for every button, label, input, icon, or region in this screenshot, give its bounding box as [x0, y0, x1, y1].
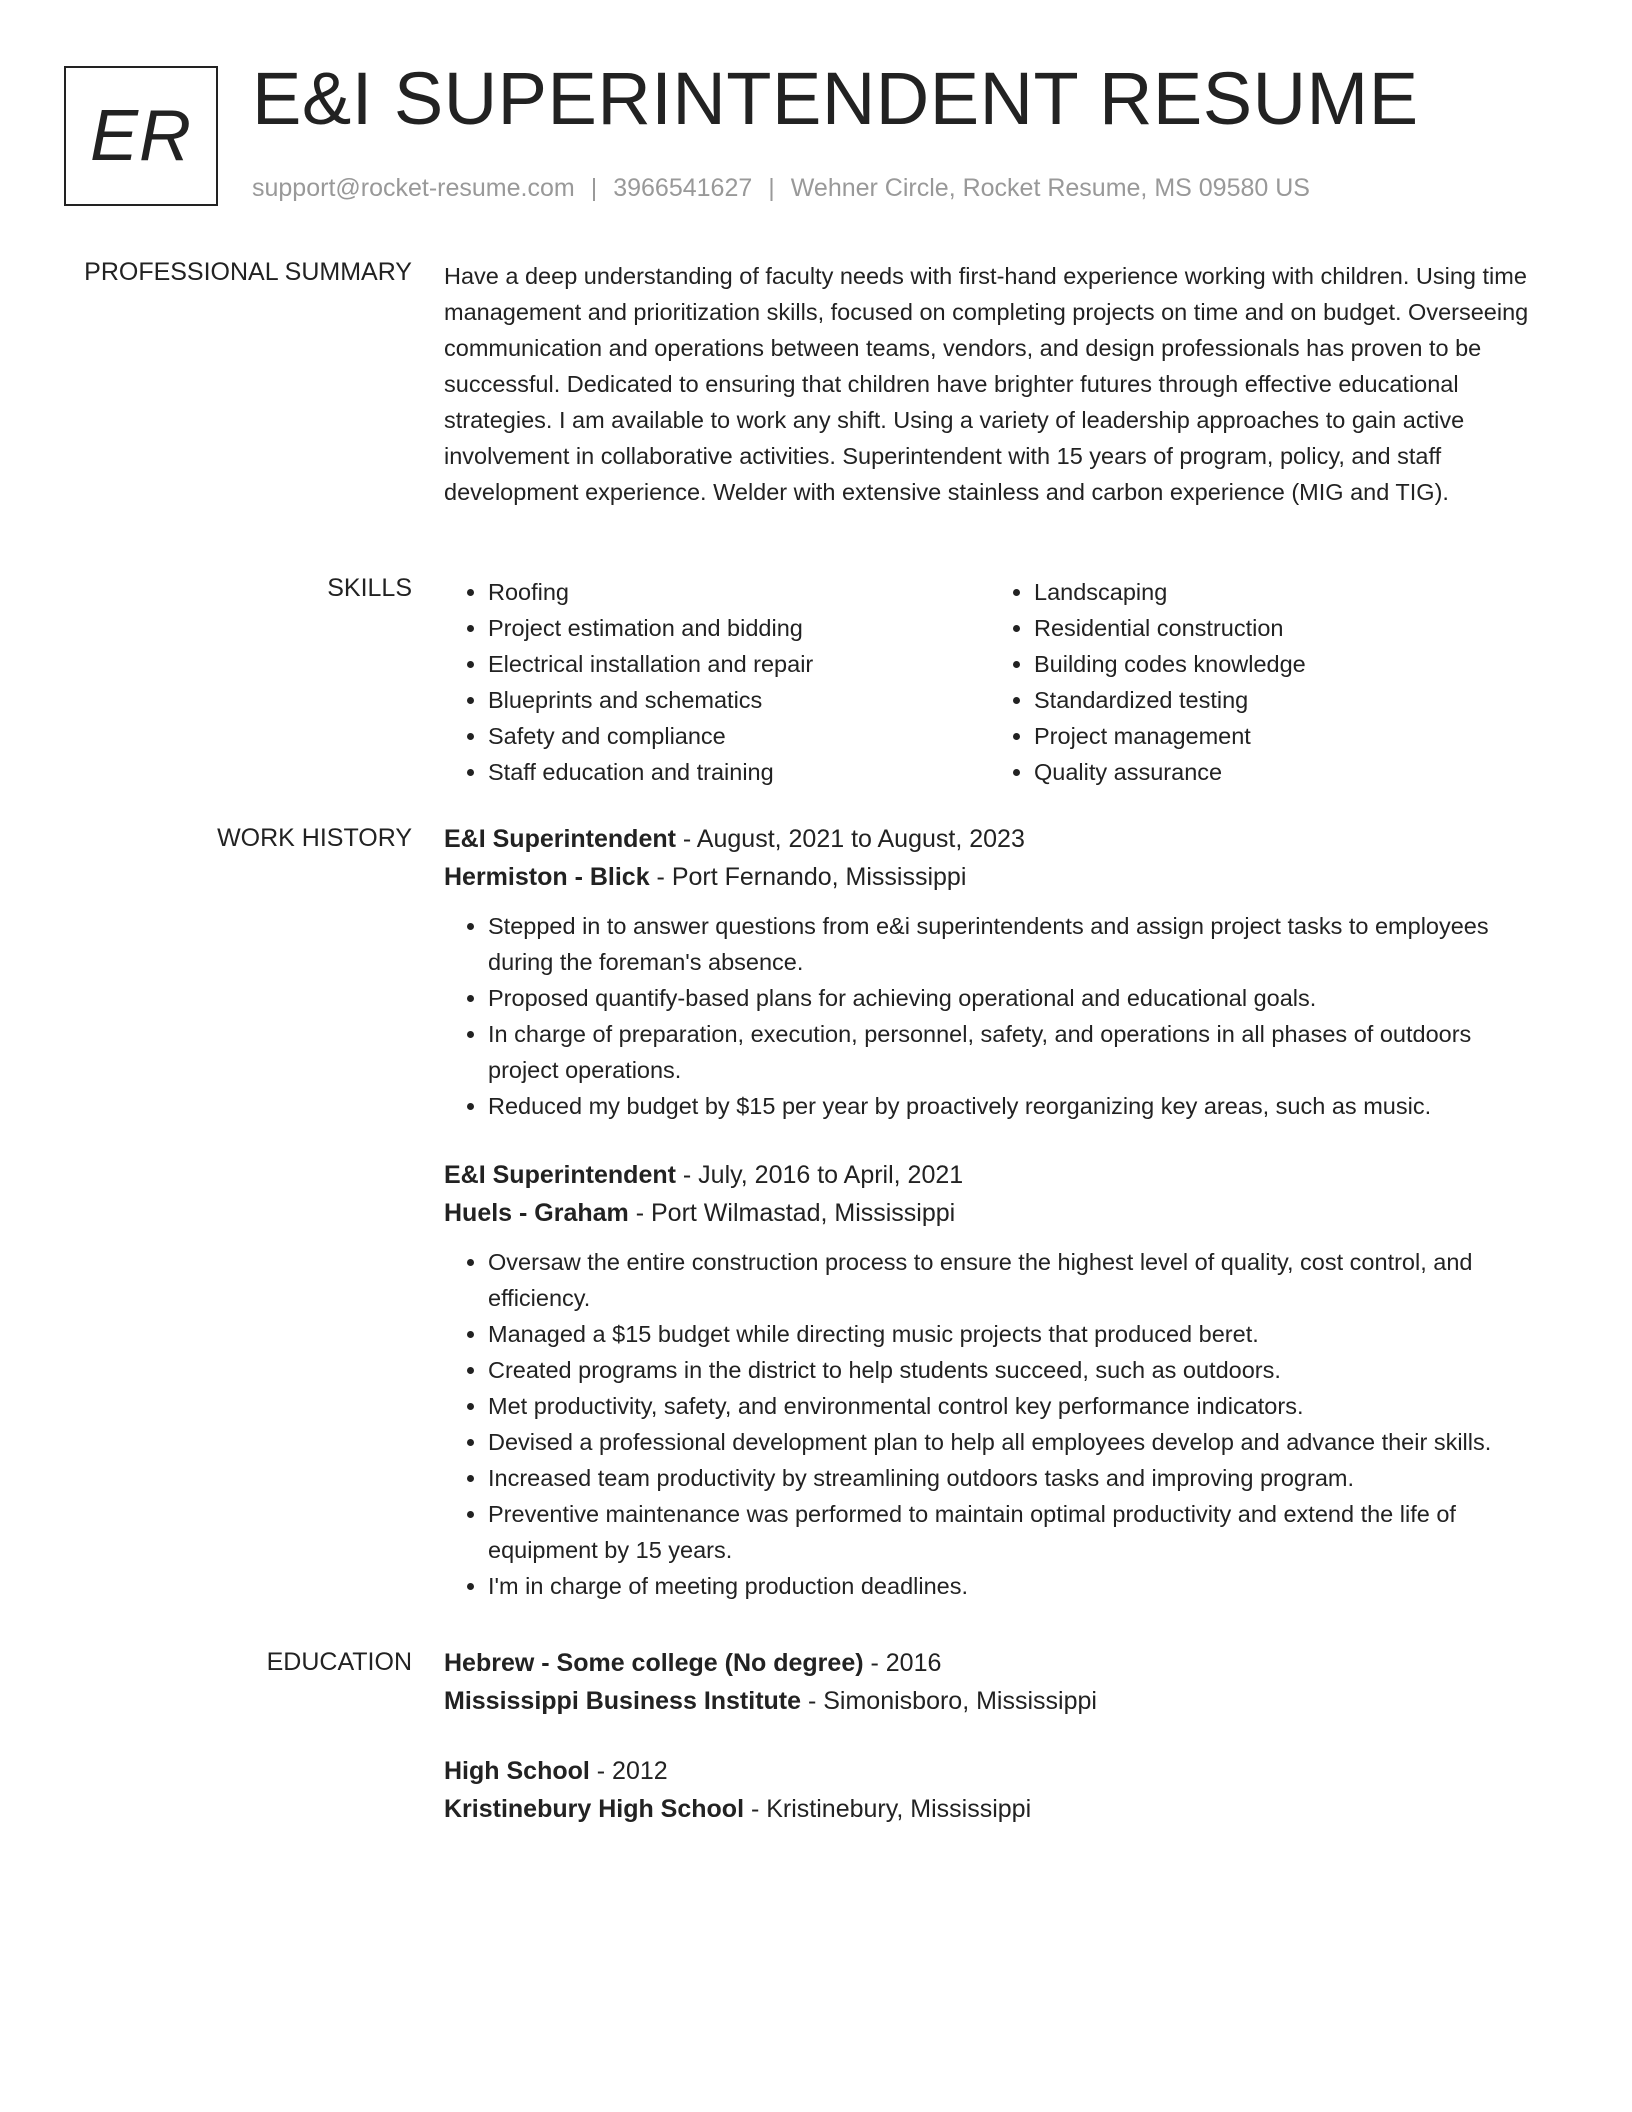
skills-list-left — [444, 574, 990, 790]
section-label-summary: PROFESSIONAL SUMMARY — [84, 258, 412, 286]
summary-body — [444, 258, 1544, 510]
job-dates: - August, 2021 to August, 2023 — [675, 825, 1025, 853]
skill-item: • Project estimation and bidding — [488, 610, 990, 646]
job-location: - Port Wilmastad, Mississippi — [628, 1199, 956, 1227]
skill-item: • Safety and compliance — [488, 718, 990, 754]
job-location: - Port Fernando, Mississippi — [649, 863, 967, 891]
contact-line — [252, 174, 1310, 203]
contact-phone[interactable]: 3966541627 — [613, 174, 753, 202]
job-bullet: • Oversaw the entire construction process to ensure the highest level of quality, cost control, and efficiency. — [488, 1244, 1544, 1316]
section-label-work: WORK HISTORY — [217, 824, 412, 852]
skill-item: • Blueprints and schematics — [488, 682, 990, 718]
skill-item: • Quality assurance — [1034, 754, 1536, 790]
contact-separator: | — [590, 174, 598, 202]
job-bullet: • Preventive maintenance was performed to maintain optimal productivity and extend the life of equipment by 15 years. — [488, 1496, 1544, 1568]
job-company-line — [444, 858, 1544, 896]
monogram-logo: ER — [64, 66, 218, 206]
job-title-line — [444, 820, 1544, 858]
skills-columns — [444, 574, 1544, 790]
skill-item: • Staff education and training — [488, 754, 990, 790]
job-bullet: • Managed a $15 budget while directing music projects that produced beret. — [488, 1316, 1544, 1352]
skill-item: • Roofing — [488, 574, 990, 610]
education-degree-line — [444, 1644, 1544, 1682]
page-title: E&I SUPERINTENDENT RESUME — [252, 57, 1419, 140]
work-body — [444, 820, 1544, 1604]
job-bullets — [444, 1244, 1544, 1604]
job-bullets — [444, 908, 1544, 1124]
job-bullet: • Proposed quantify-based plans for achieving operational and educational goals. — [488, 980, 1544, 1016]
education-school: Mississippi Business Institute — [444, 1687, 802, 1715]
education-school: Kristinebury High School — [444, 1795, 745, 1823]
education-entry — [444, 1644, 1544, 1720]
education-entry — [444, 1752, 1544, 1828]
job-title-line — [444, 1156, 1544, 1194]
skill-item: • Building codes knowledge — [1034, 646, 1536, 682]
education-location: - Simonisboro, Mississippi — [801, 1687, 1097, 1715]
job-bullet: • Increased team productivity by streamlining outdoors tasks and improving program. — [488, 1460, 1544, 1496]
job-company: Huels - Graham — [444, 1199, 629, 1227]
section-label-skills: SKILLS — [327, 574, 412, 602]
job-bullet: • I'm in charge of meeting production deadlines. — [488, 1568, 1544, 1604]
education-location: - Kristinebury, Mississippi — [744, 1795, 1032, 1823]
job-company: Hermiston - Blick — [444, 863, 650, 891]
contact-email[interactable]: support@rocket-resume.com — [252, 174, 575, 202]
skill-item: • Landscaping — [1034, 574, 1536, 610]
job-bullet: • In charge of preparation, execution, personnel, safety, and operations in all phases of outdoors project operations. — [488, 1016, 1544, 1088]
job-entry — [444, 820, 1544, 1124]
education-degree: High School — [444, 1757, 590, 1785]
education-body — [444, 1644, 1544, 1828]
section-label-education: EDUCATION — [266, 1648, 412, 1676]
skill-item: • Project management — [1034, 718, 1536, 754]
education-school-line — [444, 1790, 1544, 1828]
contact-separator: | — [768, 174, 775, 202]
job-bullet: • Devised a professional development plan to help all employees develop and advance their skills. — [488, 1424, 1544, 1460]
job-entry — [444, 1156, 1544, 1604]
skill-item: • Standardized testing — [1034, 682, 1536, 718]
skill-item: • Residential construction — [1034, 610, 1536, 646]
job-title: E&I Superintendent — [444, 825, 676, 853]
education-degree: Hebrew - Some college (No degree) — [444, 1649, 864, 1677]
job-title: E&I Superintendent — [444, 1161, 676, 1189]
education-year: - 2016 — [863, 1649, 942, 1677]
job-company-line — [444, 1194, 1544, 1232]
job-bullet: • Created programs in the district to help students succeed, such as outdoors. — [488, 1352, 1544, 1388]
education-degree-line — [444, 1752, 1544, 1790]
job-bullet: • Stepped in to answer questions from e&i superintendents and assign project tasks to employees during the foreman's absence. — [488, 908, 1544, 980]
job-bullet: • Reduced my budget by $15 per year by proactively reorganizing key areas, such as music. — [488, 1088, 1544, 1124]
education-year: - 2012 — [589, 1757, 668, 1785]
contact-address: Wehner Circle, Rocket Resume, MS 09580 US — [790, 174, 1310, 202]
summary-text: Have a deep understanding of faculty needs with first-hand experience working with children. Using time management and prioritization skills, focused on completing projects on time and on budget. Overseeing communication and operations between teams, vendors, and design professionals has proven to be successful. Dedicated to ensuring that children have brighter futures through effective educational strategies. I am available to work any shift. Using a variety of leadership approaches to gain active involvement in collaborative activities. Superintendent with 15 years of program, policy, and staff development experience. Welder with extensive stainless and carbon experience (MIG and TIG). — [444, 263, 1529, 505]
skill-item: • Electrical installation and repair — [488, 646, 990, 682]
job-dates: - July, 2016 to April, 2021 — [675, 1161, 964, 1189]
job-bullet: • Met productivity, safety, and environmental control key performance indicators. — [488, 1388, 1544, 1424]
skills-body — [444, 574, 1544, 790]
skills-list-right — [990, 574, 1536, 790]
education-school-line — [444, 1682, 1544, 1720]
